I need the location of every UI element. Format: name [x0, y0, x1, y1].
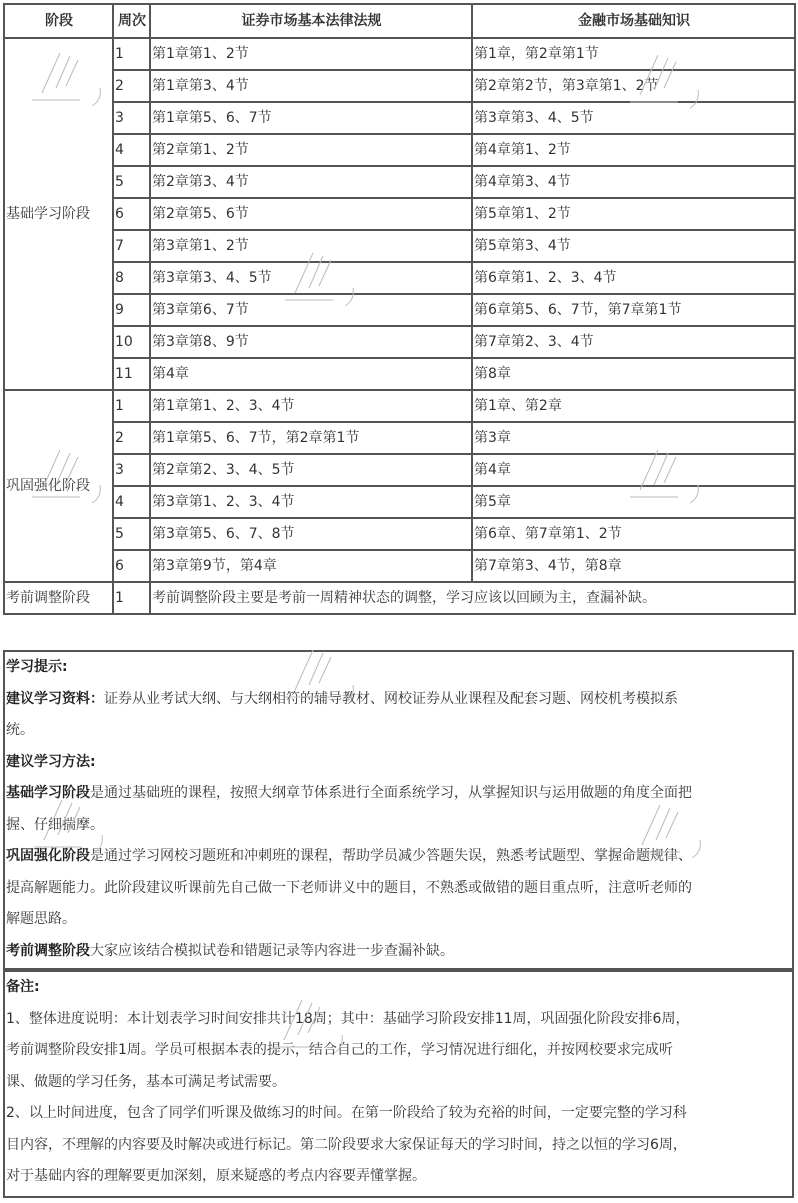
week-cell: 9 — [113, 294, 150, 326]
header-week: 周次 — [113, 4, 150, 38]
table-row — [4, 422, 795, 454]
table-row — [4, 550, 795, 582]
finance-cell: 第1章，第2章第1节 — [472, 38, 795, 70]
table-row — [4, 262, 795, 294]
consolidate-stage-label: 巩固强化阶段 — [6, 848, 90, 864]
week-cell: 1 — [113, 582, 150, 614]
table-row — [4, 326, 795, 358]
finance-cell: 第4章第3、4节 — [472, 166, 795, 198]
law-cell: 第1章第1、2节 — [150, 38, 472, 70]
law-cell: 第1章第1、2、3、4节 — [150, 390, 472, 422]
basic-stage-text-cont: 握、仔细揣摩。 — [6, 816, 104, 833]
week-cell: 5 — [113, 518, 150, 550]
law-cell: 第3章第6、7节 — [150, 294, 472, 326]
remarks-title: 备注: — [6, 979, 40, 995]
tips-title: 学习提示: — [6, 659, 68, 675]
week-cell: 6 — [113, 198, 150, 230]
table-row — [4, 294, 795, 326]
law-cell: 第3章第5、6、7、8节 — [150, 518, 472, 550]
week-cell: 8 — [113, 262, 150, 294]
law-cell: 第3章第8、9节 — [150, 326, 472, 358]
stage-consolidation: 巩固强化阶段 — [4, 390, 113, 582]
law-cell: 第2章第5、6节 — [150, 198, 472, 230]
remark-1-text-cont: 考前调整阶段安排1周。学员可根据本表的提示，结合自己的工作，学习情况进行细化，并按网校要求完成听 — [6, 1042, 673, 1058]
finance-cell: 第3章第3、4、5节 — [472, 102, 795, 134]
table-row — [4, 102, 795, 134]
week-cell: 11 — [113, 358, 150, 390]
week-cell: 1 — [113, 390, 150, 422]
finance-cell: 第3章 — [472, 422, 795, 454]
finance-cell: 第7章第2、3、4节 — [472, 326, 795, 358]
week-cell: 3 — [113, 102, 150, 134]
week-cell: 3 — [113, 454, 150, 486]
table-row — [4, 358, 795, 390]
merged-content-cell: 考前调整阶段主要是考前一周精神状态的调整，学习应该以回顾为主，查漏补缺。 — [150, 582, 795, 614]
law-cell: 第2章第2、3、4、5节 — [150, 454, 472, 486]
materials-text-cont: 统。 — [6, 722, 34, 738]
table-row — [4, 454, 795, 486]
table-row — [4, 230, 795, 262]
law-cell: 第2章第1、2节 — [150, 134, 472, 166]
table-header-row — [4, 4, 795, 38]
week-cell: 5 — [113, 166, 150, 198]
finance-cell: 第1章、第2章 — [472, 390, 795, 422]
table-row — [4, 166, 795, 198]
consolidate-stage-text-cont: 提高解题能力。此阶段建议听课前先自己做一下老师讲义中的题目，不熟悉或做错的题目重点听，注意听老师的 — [6, 879, 692, 896]
methods-title: 建议学习方法: — [6, 753, 96, 770]
finance-cell: 第6章第1、2、3、4节 — [472, 262, 795, 294]
law-cell: 第3章第1、2、3、4节 — [150, 486, 472, 518]
stage-final-adjustment: 考前调整阶段 — [4, 582, 113, 614]
basic-stage-label: 基础学习阶段 — [6, 785, 90, 801]
table-row — [4, 582, 795, 614]
week-cell: 2 — [113, 422, 150, 454]
finance-cell: 第8章 — [472, 358, 795, 390]
week-cell: 4 — [113, 486, 150, 518]
remarks-section — [3, 970, 794, 1198]
law-cell: 第3章第9节，第4章 — [150, 550, 472, 582]
table-row — [4, 134, 795, 166]
finance-cell: 第2章第2节，第3章第1、2节 — [472, 70, 795, 102]
header-finance-basics: 金融市场基础知识 — [472, 4, 795, 38]
header-stage: 阶段 — [4, 4, 113, 38]
week-cell: 6 — [113, 550, 150, 582]
remark-2-text-cont: 目内容，不理解的内容要及时解决或进行标记。第二阶段要求大家保证每天的学习时间，持之以恒的学习6周， — [6, 1136, 687, 1153]
finance-cell: 第7章第3、4节，第8章 — [472, 550, 795, 582]
week-cell: 2 — [113, 70, 150, 102]
remark-1-text-cont2: 课、做题的学习任务，基本可满足考试需要。 — [6, 1073, 286, 1090]
finance-cell: 第5章 — [472, 486, 795, 518]
table-row — [4, 390, 795, 422]
table-row — [4, 486, 795, 518]
week-cell: 1 — [113, 38, 150, 70]
remark-2-text-cont2: 对于基础内容的理解要更加深刻，原来疑惑的考点内容要弄懂掌握。 — [6, 1168, 426, 1184]
consolidate-stage-text-cont2: 解题思路。 — [6, 911, 76, 927]
table-row — [4, 518, 795, 550]
law-cell: 第3章第1、2节 — [150, 230, 472, 262]
stage-basic-learning: 基础学习阶段 — [4, 38, 113, 390]
law-cell: 第2章第3、4节 — [150, 166, 472, 198]
final-stage-label: 考前调整阶段 — [6, 942, 90, 959]
final-stage-text: 大家应该结合模拟试卷和错题记录等内容进一步查漏补缺。 — [90, 942, 454, 959]
week-cell: 4 — [113, 134, 150, 166]
header-securities-law: 证券市场基本法律法规 — [150, 4, 472, 38]
finance-cell: 第5章第1、2节 — [472, 198, 795, 230]
week-cell: 7 — [113, 230, 150, 262]
basic-stage-text: 是通过基础班的课程，按照大纲章节体系进行全面系统学习，从掌握知识与运用做题的角度全面把 — [90, 785, 692, 801]
week-cell: 10 — [113, 326, 150, 358]
consolidate-stage-text: 是通过学习网校习题班和冲刺班的课程，帮助学员减少答题失误，熟悉考试题型、掌握命题规律、 — [90, 848, 692, 864]
law-cell: 第3章第3、4、5节 — [150, 262, 472, 294]
table-row — [4, 198, 795, 230]
table-row — [4, 38, 795, 70]
table-row — [4, 70, 795, 102]
finance-cell: 第6章、第7章第1、2节 — [472, 518, 795, 550]
finance-cell: 第4章 — [472, 454, 795, 486]
remark-2-text: 2、以上时间进度，包含了同学们听课及做练习的时间。在第一阶段给了较为充裕的时间，一定要完整的学习科 — [6, 1105, 687, 1121]
finance-cell: 第5章第3、4节 — [472, 230, 795, 262]
finance-cell: 第6章第5、6、7节，第7章第1节 — [472, 294, 795, 326]
study-tips-section — [3, 650, 794, 970]
remark-1-text: 1、整体进度说明：本计划表学习时间安排共计18周；其中：基础学习阶段安排11周，巩固强化阶段安排6周， — [6, 1010, 690, 1027]
study-schedule-table — [3, 3, 796, 615]
finance-cell: 第4章第1、2节 — [472, 134, 795, 166]
materials-label: 建议学习资料： — [6, 690, 104, 707]
law-cell: 第4章 — [150, 358, 472, 390]
law-cell: 第1章第5、6、7节，第2章第1节 — [150, 422, 472, 454]
law-cell: 第1章第3、4节 — [150, 70, 472, 102]
law-cell: 第1章第5、6、7节 — [150, 102, 472, 134]
materials-text: 证券从业考试大纲、与大纲相符的辅导教材、网校证券从业课程及配套习题、网校机考模拟系 — [104, 690, 678, 707]
